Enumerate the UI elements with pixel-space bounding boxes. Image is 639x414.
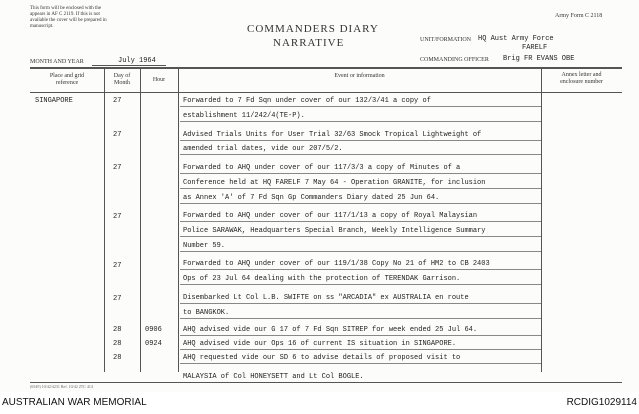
entry-place: SINGAPORE: [35, 97, 73, 105]
entry-line: Disembarked Lt Col L.B. SWIFTE on ss "ARCADIA" ex AUSTRALIA en route: [183, 294, 469, 302]
entry-underline: [180, 121, 541, 122]
header-bottom-rule: [30, 92, 622, 93]
header-text: reference: [55, 80, 79, 86]
officer-label: COMMANDING OFFICER: [420, 57, 489, 63]
notice-line: appears in AF C 2119. If this is not: [30, 12, 100, 17]
entry-line: AHQ advised vide our Ops 16 of current IS situation in SINGAPORE.: [183, 340, 457, 348]
entry-underline: [180, 349, 541, 350]
column-header-event: Event or information: [334, 73, 385, 79]
header-text: Month: [113, 80, 130, 86]
entry-day: 27: [113, 164, 122, 172]
entry-line: Advised Trials Units for User Trial 32/63 Smock Tropical Lightweight of: [183, 131, 482, 139]
month-year-value: July 1964: [118, 57, 156, 65]
page-subtitle: NARRATIVE: [273, 37, 345, 49]
entry-underline: [180, 173, 541, 174]
entry-underline: [180, 363, 541, 364]
column-header-day: [104, 73, 140, 87]
entry-line: to BANGKOK.: [183, 309, 230, 317]
month-underline: [92, 65, 166, 66]
entry-day: 28: [113, 340, 122, 348]
entry-day: 27: [113, 131, 122, 139]
form-notice: [30, 6, 107, 30]
print-code: (6549) 10/42/4231 Ref. 10/42 2TC 414: [30, 384, 93, 389]
table-bottom-rule: [30, 382, 622, 383]
entry-line: AHQ requested vide our SD 6 to advise details of proposed visit to: [183, 354, 461, 362]
entry-day: 27: [113, 295, 122, 303]
column-divider: [104, 68, 105, 372]
entry-line: Forwarded to AHQ under cover of our 119/1/38 Copy No 21 of HM2 to CB 2403: [183, 260, 490, 268]
entry-hour: 0906: [145, 326, 162, 334]
month-year-label: MONTH AND YEAR: [30, 59, 84, 65]
column-divider: [140, 68, 141, 372]
entry-day: 27: [113, 213, 122, 221]
entry-underline: [180, 318, 541, 319]
header-text: enclosure number: [560, 79, 603, 85]
entry-day: 28: [113, 326, 122, 334]
notice-line: This form will be enclosed with the: [30, 6, 102, 11]
header-text: Day of: [113, 73, 131, 79]
entry-underline: [180, 154, 541, 155]
column-header-hour: Hour: [152, 77, 166, 83]
entry-underline: [180, 284, 541, 285]
entry-line: Forwarded to 7 Fd Sqn under cover of our 132/3/41 a copy of: [183, 97, 431, 105]
unit-value-line2: FARELF: [522, 44, 548, 52]
entry-day: 27: [113, 262, 122, 270]
column-header-place: [30, 73, 104, 87]
entry-hour: 0924: [145, 340, 162, 348]
unit-value: HQ Aust Army Force: [478, 35, 554, 43]
entry-underline: [180, 203, 541, 204]
entry-underline: [180, 188, 541, 189]
entry-underline: [180, 140, 541, 141]
entry-underline: [180, 269, 541, 270]
entry-line: Forwarded to AHQ under cover of our 117/1/13 a copy of Royal Malaysian: [183, 212, 478, 220]
entry-line: Ops of 23 Jul 64 dealing with the protection of TERENDAK Garrison.: [183, 275, 461, 283]
entry-line: AHQ advised vide our G 17 of 7 Fd Sqn SITREP for week ended 25 Jul 64.: [183, 326, 478, 334]
archive-footer: [0, 392, 639, 414]
notice-line: manuscript.: [30, 24, 54, 29]
header-text: Annex letter and: [561, 72, 602, 78]
entry-line: Police SARAWAK, Headquarters Special Branch, Weekly Intelligence Summary: [183, 227, 486, 235]
footer-left-text: AUSTRALIAN WAR MEMORIAL: [2, 397, 147, 408]
page-title: COMMANDERS DIARY: [247, 23, 379, 35]
unit-label: UNIT/FORMATION: [420, 37, 471, 43]
footer-right-text: RCDIG1029114: [566, 397, 637, 408]
entry-underline: [180, 251, 541, 252]
officer-value: Brig FR EVANS OBE: [503, 55, 575, 63]
entry-day: 27: [113, 97, 122, 105]
entry-line: amended trial dates, vide our 207/5/2.: [183, 145, 343, 153]
entry-line: establishment 11/242/4(TE-P).: [183, 112, 305, 120]
header-text: Place and grid: [49, 73, 85, 79]
entry-underline: [180, 106, 541, 107]
entry-line: Conference held at HQ FARELF 7 May 64 - Operation GRANITE, for inclusion: [183, 179, 486, 187]
entry-underline: [180, 303, 541, 304]
entry-line: MALAYSIA of Col HONEYSETT and Lt Col BOGLE.: [183, 373, 364, 381]
army-form-number: Army Form C 2118: [555, 13, 603, 19]
entry-line: Forwarded to AHQ under cover of our 117/3/3 a copy of Minutes of a: [183, 164, 461, 172]
entry-day: 28: [113, 354, 122, 362]
entry-underline: [180, 236, 541, 237]
column-divider: [178, 68, 179, 372]
notice-line: available the cover will be prepared in: [30, 18, 107, 23]
entry-line: Number 59.: [183, 242, 226, 250]
column-divider: [541, 68, 542, 372]
table-top-rule: [30, 67, 622, 69]
entry-underline: [180, 335, 541, 336]
entry-underline: [180, 221, 541, 222]
entry-line: as Annex 'A' of 7 Fd Sqn Gp Commanders Diary dated 25 Jun 64.: [183, 194, 440, 202]
column-header-annex: [541, 72, 622, 86]
